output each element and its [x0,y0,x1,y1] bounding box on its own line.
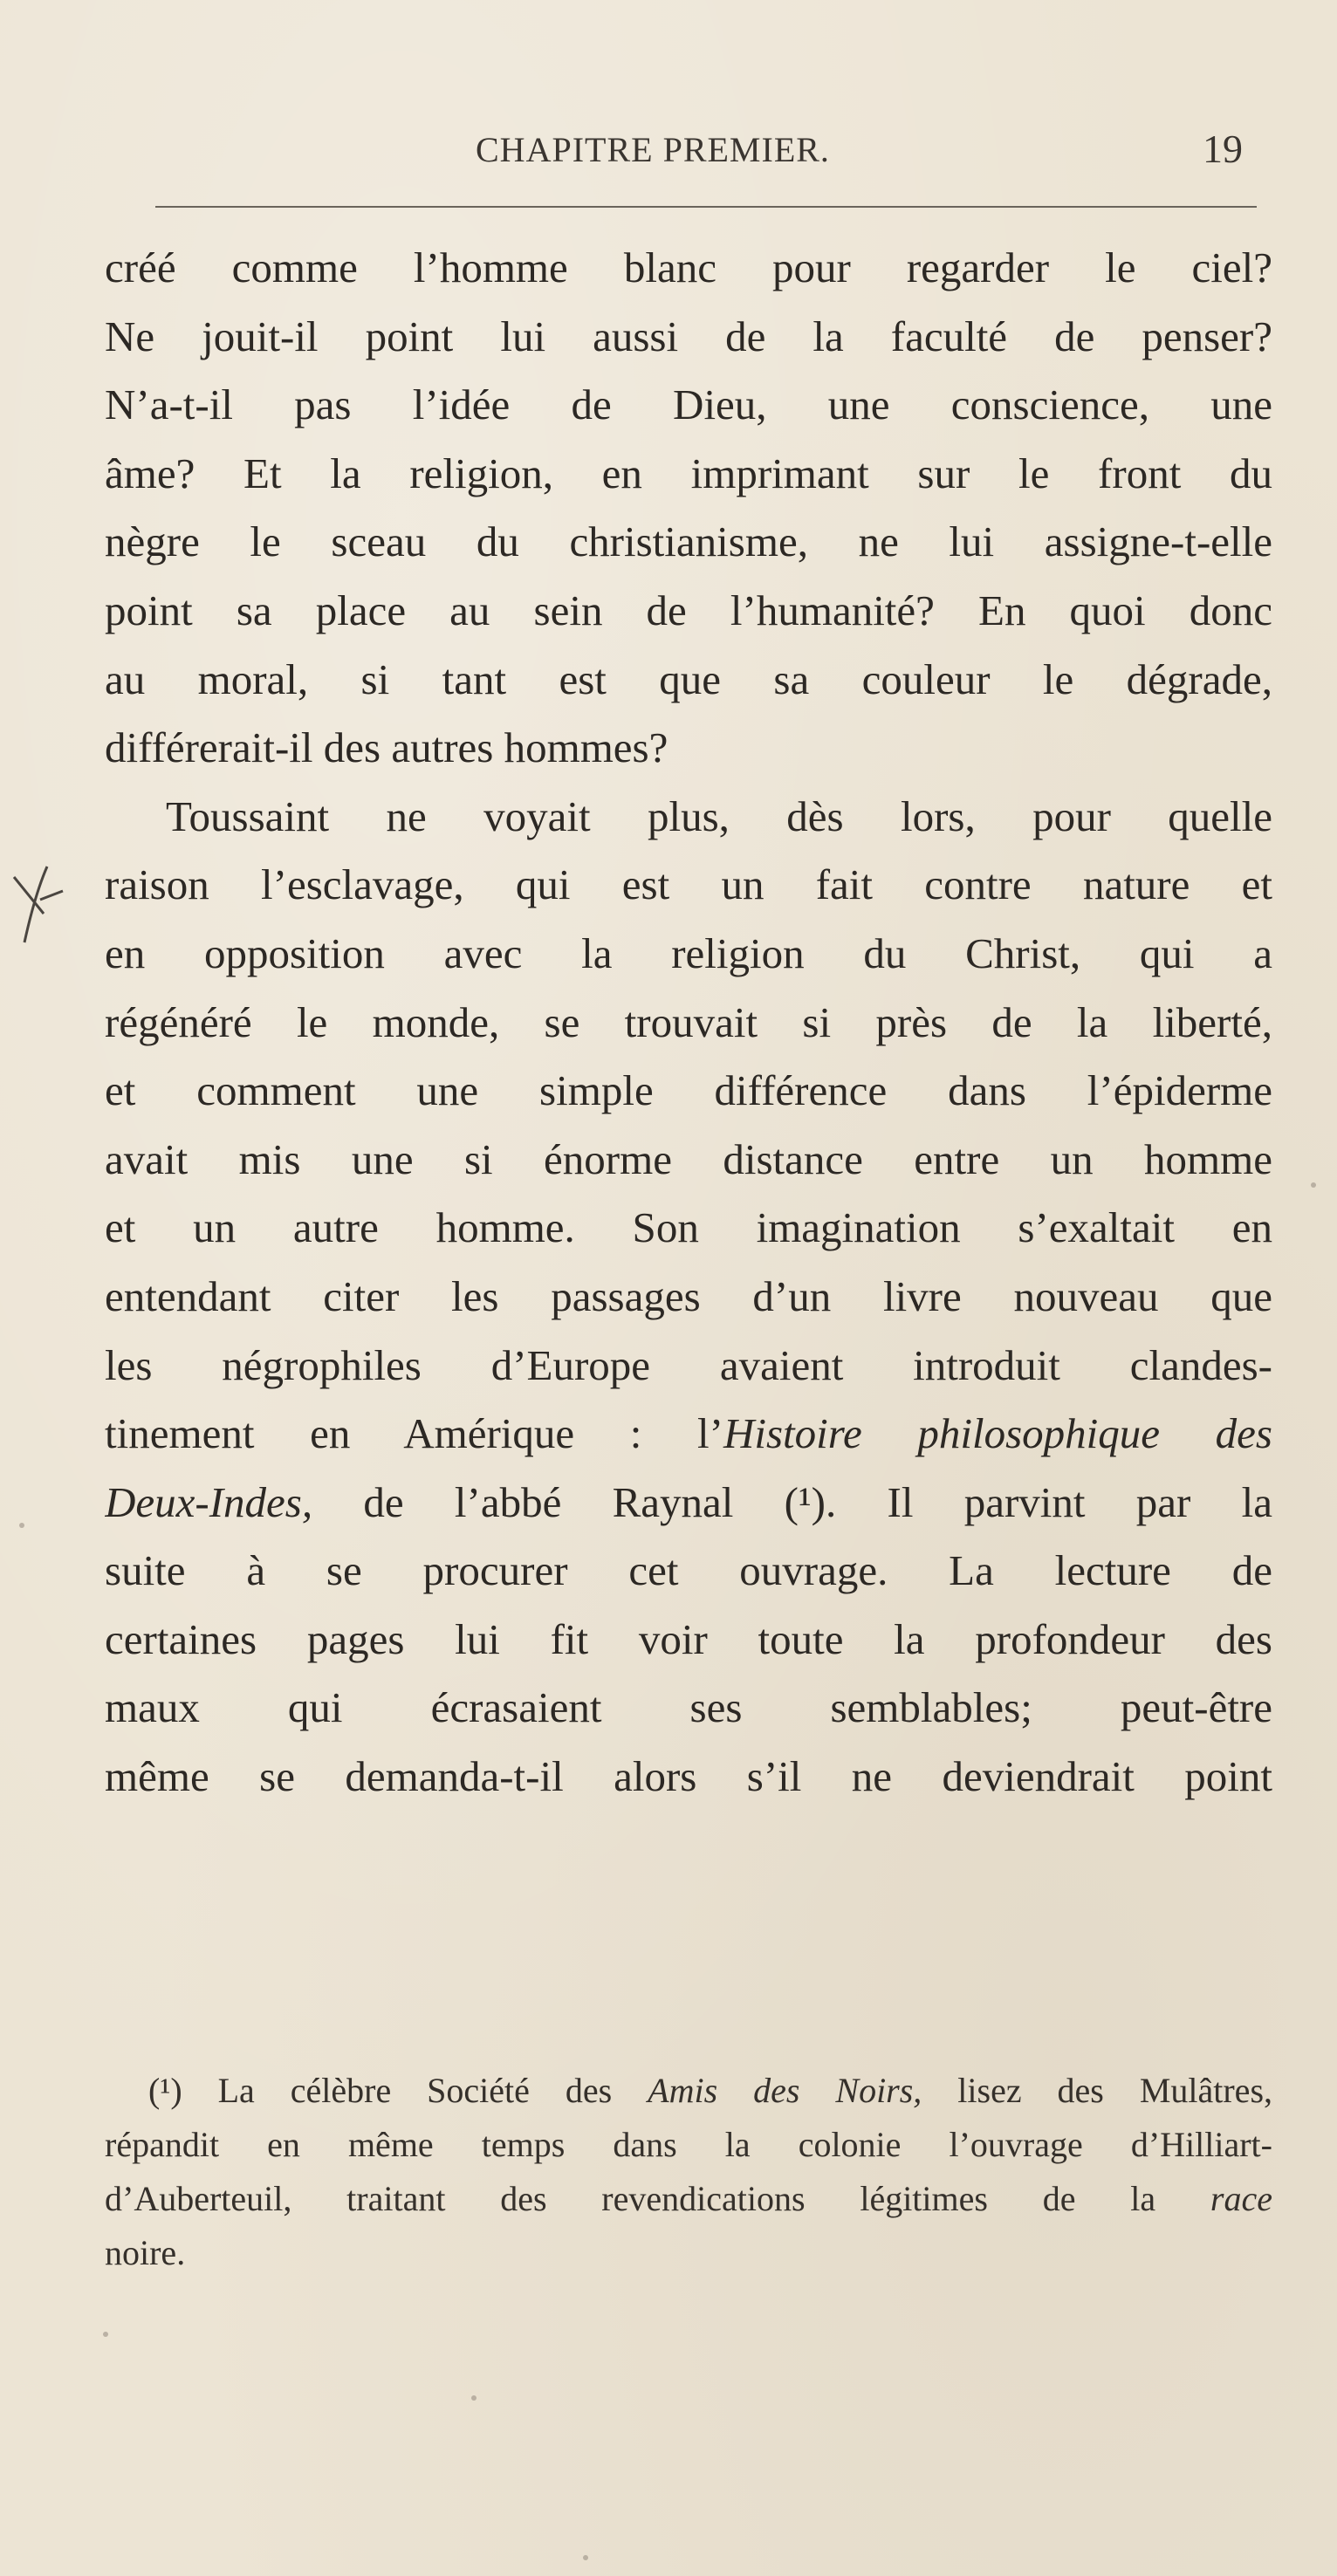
text-run: d’Auberteuil, traitant des revendications légitimes de la [105,2179,1210,2218]
paper-speck [103,2332,108,2337]
paper-speck [471,2395,477,2401]
footnote [105,2064,1272,2280]
italic-title: Deux-Indes, [105,1477,313,1526]
paper-speck [1311,1182,1316,1188]
text-line: N’a-t-il pas l’idée de Dieu, une conscience, une [105,380,1272,429]
text-line: nègre le sceau du christianisme, ne lui assigne-t-elle [105,517,1272,566]
text-line: certaines pages lui fit voir toute la profondeur des [105,1614,1272,1663]
handwritten-margin-mark-icon [9,860,70,947]
text-run: lisez des Mulâtres, [922,2071,1272,2110]
footnote-line: répandit en même temps dans la colonie l’ouvrage d’Hilliart- [105,2125,1272,2164]
paper-speck [19,1523,24,1528]
text-line: différerait-il des autres hommes? [105,723,668,772]
text-line [105,1469,1272,1538]
text-line: les négrophiles d’Europe avaient introduit clandes- [105,1340,1272,1389]
text-line: point sa place au sein de l’humanité? En quoi donc [105,586,1272,634]
footnote-line: noire. [105,2233,186,2272]
text-line: et comment une simple différence dans l’épiderme [105,1066,1272,1115]
text-line: même se demanda-t-il alors s’il ne deviendrait point [105,1752,1272,1801]
text-line: régénéré le monde, se trouvait si près de la liberté, [105,997,1272,1046]
paper-speck [583,2555,588,2560]
italic-word: race [1210,2179,1272,2218]
text-line: Toussaint ne voyait plus, dès lors, pour quelle [166,791,1272,840]
text-line [105,1400,1272,1469]
page-number: 19 [1203,127,1243,171]
text-run: (¹) La célèbre Société des [148,2071,648,2110]
text-line: au moral, si tant est que sa couleur le dégrade, [105,654,1272,703]
text-line: maux qui écrasaient ses semblables; peut-être [105,1683,1272,1732]
text-line: entendant citer les passages d’un livre nouveau que [105,1271,1272,1320]
text-line: en opposition avec la religion du Christ, qui a [105,928,1272,977]
italic-title: Histoire philosophique des [723,1409,1272,1458]
text-line: avait mis une si énorme distance entre un homme [105,1134,1272,1183]
text-run: tinement en Amérique : l’ [105,1409,723,1458]
text-run: de l’abbé Raynal (¹). Il parvint par la [312,1477,1272,1526]
text-line: Ne jouit-il point lui aussi de la faculté de penser? [105,312,1272,360]
text-line: créé comme l’homme blanc pour regarder le ciel? [105,243,1272,291]
italic-title: Amis des Noirs, [648,2071,922,2110]
running-title: CHAPITRE PREMIER. [476,130,830,169]
text-line: âme? Et la religion, en imprimant sur le front du [105,449,1272,497]
footnote-line [105,2064,1272,2118]
footnote-line [105,2172,1272,2226]
text-line: suite à se procurer cet ouvrage. La lecture de [105,1546,1272,1595]
header-rule [155,206,1257,208]
text-line: et un autre homme. Son imagination s’exaltait en [105,1203,1272,1252]
body-text [105,234,1272,1812]
text-line: raison l’esclavage, qui est un fait contre nature et [105,860,1272,909]
